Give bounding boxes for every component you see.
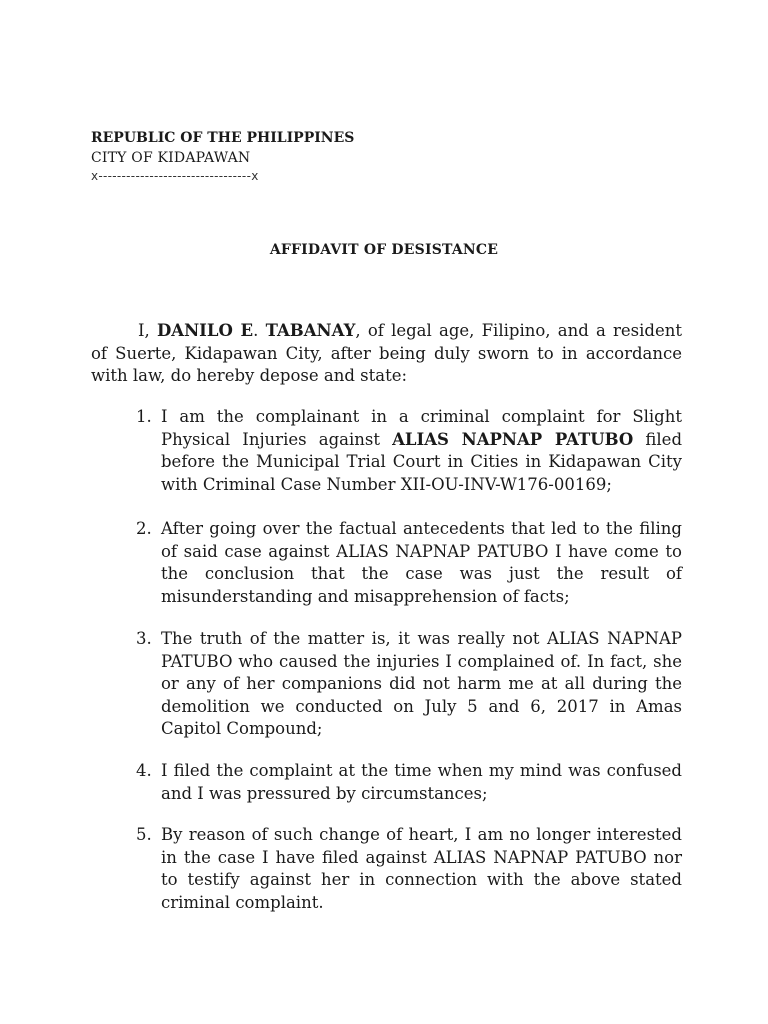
document-header (91, 128, 354, 186)
statement-run: I filed the complaint at the time when my mind was confused and I was pressured by circumstances; (161, 761, 682, 803)
intro-pre: I, (138, 321, 157, 340)
affiant-name-first: DANILO E (156, 321, 254, 340)
document-title: AFFIDAVIT OF DESISTANCE (269, 242, 499, 258)
affiant-name-last: TABANAY (265, 321, 356, 340)
statement-text (161, 628, 682, 741)
intro-paragraph (91, 320, 682, 388)
statement-run: filed before the Municipal Trial Court in Cities in Kidapawan City with Criminal Case Number XII-OU-INV-W176-00169; (161, 429, 683, 494)
statement-number: 2. (136, 519, 152, 538)
statement-run: After going over the factual antecedents that led to the filing of said case against ALIAS NAPNAP PATUBO I have come to the conclusion that the case was just the result of misunderstanding and misapprehension of facts; (161, 519, 682, 606)
statement-run: The truth of the matter is, it was really not ALIAS NAPNAP PATUBO who caused the injuries I complained of. In fact, she or any of her companions did not harm me at all during the demolition we conducted on July 5 and 6, 2017 in Amas Capitol Compound; (161, 629, 682, 738)
statement-number: 1. (136, 407, 152, 426)
header-city: CITY OF KIDAPAWAN (91, 150, 251, 166)
header-republic: REPUBLIC OF THE PHILIPPINES (91, 130, 355, 146)
statement-number: 5. (136, 825, 152, 844)
header-separator: x---------------------------------x (91, 169, 259, 183)
statement-text (161, 406, 682, 496)
statement-text (161, 824, 682, 914)
statement-run: By reason of such change of heart, I am no longer interested in the case I have filed against ALIAS NAPNAP PATUBO nor to testify against her in connection with the above stated criminal complaint. (161, 825, 682, 912)
statement-text (161, 518, 682, 608)
statement-number: 3. (136, 629, 152, 648)
intro-post: , of legal age, Filipino, and a resident of Suerte, Kidapawan City, after being duly sworn to in accordance with law, do hereby depose and state: (91, 321, 682, 385)
statement-number: 4. (136, 761, 152, 780)
respondent-name: ALIAS NAPNAP PATUBO (392, 429, 634, 449)
affiant-name-dot: . (253, 321, 266, 340)
statement-run: I am the complainant in a criminal complaint for Slight Physical Injuries against (161, 407, 682, 449)
statement-text (161, 760, 682, 805)
